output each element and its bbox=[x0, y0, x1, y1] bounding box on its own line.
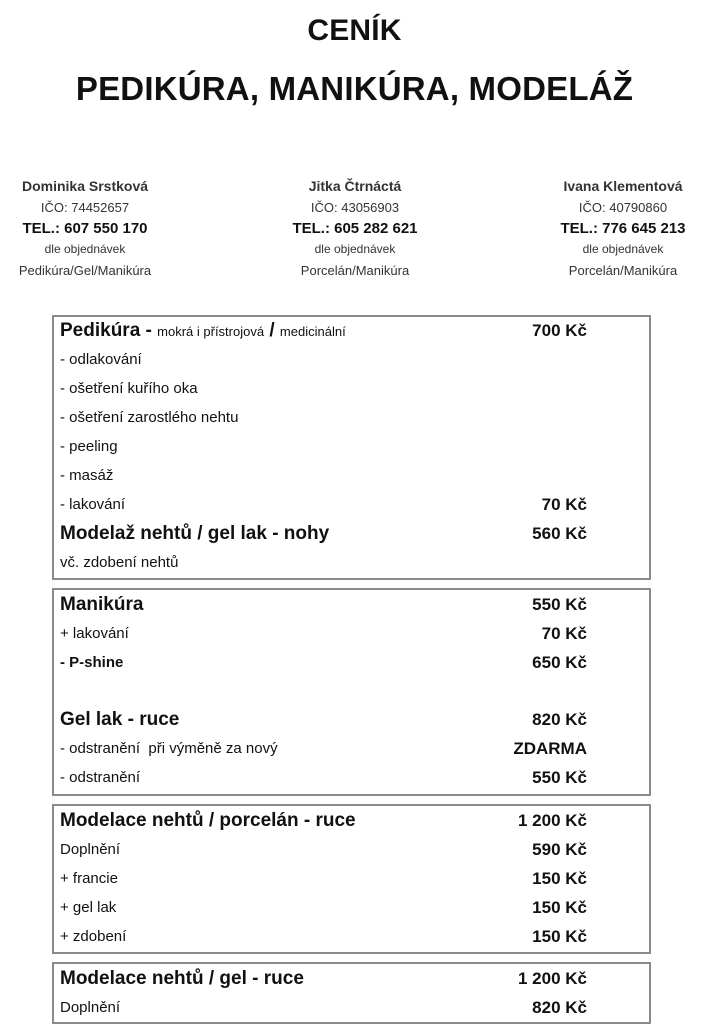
price-row bbox=[54, 650, 649, 676]
price-row bbox=[54, 492, 649, 518]
row-price: 1 200 Kč bbox=[518, 969, 587, 988]
price-row bbox=[54, 924, 649, 950]
row-label: Modelaž nehtů / gel lak - nohy bbox=[60, 523, 330, 544]
section-title: Manikúra bbox=[60, 594, 144, 615]
contact-name: Dominika Srstková bbox=[21, 178, 149, 194]
row-label: + francie bbox=[60, 870, 118, 887]
gel-section bbox=[52, 962, 651, 1024]
price-row bbox=[54, 995, 649, 1021]
price-row bbox=[54, 966, 649, 992]
row-price: 150 Kč bbox=[532, 869, 587, 888]
price-row bbox=[54, 318, 649, 344]
row-price: 70 Kč bbox=[541, 624, 587, 643]
price-row bbox=[54, 895, 649, 921]
row-label: - odstranění bbox=[60, 769, 141, 786]
row-price: 550 Kč bbox=[532, 595, 587, 614]
row-label: Pedikúra - mokrá i přístrojová / medicinální bbox=[60, 320, 346, 341]
price-row bbox=[54, 866, 649, 892]
row-price: 70 Kč bbox=[541, 495, 587, 514]
contact-services: Pedikúra/Gel/Manikúra bbox=[18, 263, 152, 278]
page-subtitle: PEDIKÚRA, MANIKÚRA, MODELÁŽ bbox=[75, 70, 634, 107]
row-label: + lakování bbox=[60, 625, 129, 642]
contact-phone: TEL.: 607 550 170 bbox=[22, 220, 148, 237]
row-price: 1 200 Kč bbox=[518, 811, 587, 830]
row-price: ZDARMA bbox=[513, 739, 587, 758]
list-item: - odlakování bbox=[60, 351, 142, 368]
price-row bbox=[54, 808, 649, 834]
contact-name: Jitka Čtrnáctá bbox=[308, 178, 402, 194]
row-label: Gel lak - ruce bbox=[60, 709, 180, 730]
row-price: 560 Kč bbox=[532, 524, 587, 543]
price-row bbox=[54, 837, 649, 863]
row-price: 700 Kč bbox=[532, 321, 587, 340]
list-item: vč. zdobení nehtů bbox=[60, 554, 179, 571]
row-price: 820 Kč bbox=[532, 710, 587, 729]
price-row bbox=[54, 621, 649, 647]
list-item: - ošetření kuřího oka bbox=[60, 380, 198, 397]
row-label: Doplnění bbox=[60, 841, 121, 858]
row-label: + zdobení bbox=[60, 928, 127, 945]
contact-note: dle objednávek bbox=[314, 242, 396, 256]
page-title: CENÍK bbox=[307, 14, 402, 47]
row-price: 590 Kč bbox=[532, 840, 587, 859]
row-price: 150 Kč bbox=[532, 927, 587, 946]
row-price: 550 Kč bbox=[532, 768, 587, 787]
price-row bbox=[54, 592, 649, 618]
list-item: - ošetření zarostlého nehtu bbox=[60, 409, 239, 426]
contact-note: dle objednávek bbox=[44, 242, 126, 256]
pedikura-section bbox=[52, 315, 651, 580]
price-row bbox=[54, 521, 649, 547]
list-item: - peeling bbox=[60, 438, 118, 455]
contact-ico: IČO: 74452657 bbox=[40, 200, 130, 215]
manikura-section bbox=[52, 588, 651, 796]
row-price: 150 Kč bbox=[532, 898, 587, 917]
row-label: - lakování bbox=[60, 496, 126, 513]
price-row bbox=[54, 736, 649, 762]
contact-card-3 bbox=[523, 176, 709, 281]
row-label: + gel lak bbox=[60, 899, 117, 916]
section-title: Modelace nehtů / gel - ruce bbox=[60, 968, 304, 989]
contact-ico: IČO: 43056903 bbox=[310, 200, 400, 215]
contact-card-2 bbox=[255, 176, 455, 281]
contact-ico: IČO: 40790860 bbox=[578, 200, 668, 215]
contact-phone: TEL.: 605 282 621 bbox=[292, 220, 418, 237]
section-title: Modelace nehtů / porcelán - ruce bbox=[60, 810, 356, 831]
row-price: 820 Kč bbox=[532, 998, 587, 1017]
row-label: - odstranění při výměně za nový bbox=[60, 740, 278, 757]
section-title: Pedikúra bbox=[60, 320, 141, 341]
price-row bbox=[54, 765, 649, 791]
row-label: - P-shine bbox=[60, 654, 124, 671]
contact-note: dle objednávek bbox=[582, 242, 664, 256]
contact-card-1 bbox=[0, 176, 185, 281]
contact-services: Porcelán/Manikúra bbox=[568, 263, 678, 278]
contact-name: Ivana Klementová bbox=[563, 178, 683, 194]
contact-phone: TEL.: 776 645 213 bbox=[560, 220, 686, 237]
row-price: 650 Kč bbox=[532, 653, 587, 672]
row-label: Doplnění bbox=[60, 999, 121, 1016]
porcelan-section bbox=[52, 804, 651, 954]
contact-services: Porcelán/Manikúra bbox=[300, 263, 410, 278]
list-item: - masáž bbox=[60, 467, 114, 484]
price-row bbox=[54, 707, 649, 733]
